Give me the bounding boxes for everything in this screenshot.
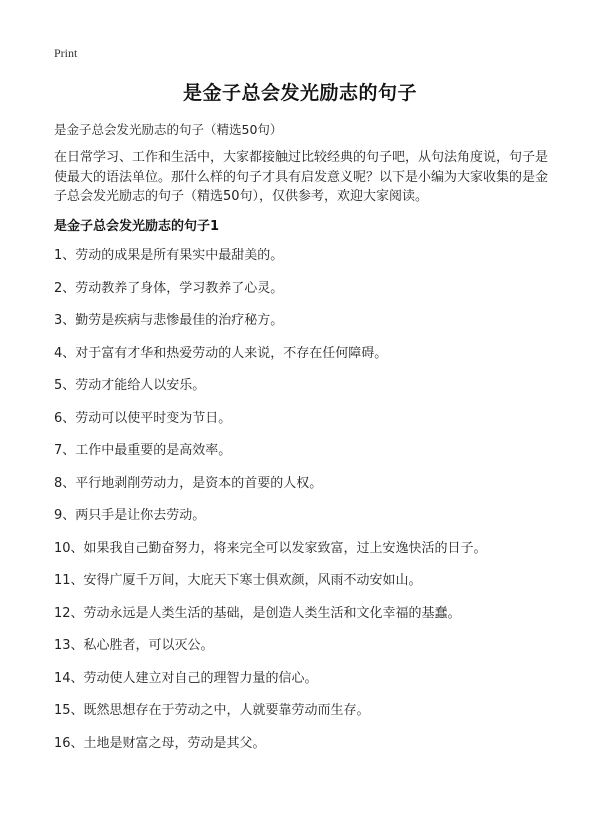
- list-item: 15、既然思想存在于劳动之中，人就要靠劳动而生存。: [54, 703, 370, 718]
- intro-paragraph: 在日常学习、工作和生活中，大家都接触过比较经典的句子吧，从句法角度说，句子是使最大的语法单位。那什么样的句子才具有启发意义呢？以下是小编为大家收集的是金子总会发光励志的句子（精选50句），仅供参考，欢迎大家阅读。: [54, 150, 549, 204]
- list-item: 7、工作中最重要的是高效率。: [54, 443, 232, 458]
- list-item: 3、勤劳是疾病与悲惨最佳的治疗秘方。: [54, 313, 284, 328]
- list-item: 14、劳动使人建立对自己的理智力量的信心。: [54, 670, 318, 686]
- list-item: 11、安得广厦千万间，大庇天下寒士俱欢颜，风雨不动安如山。: [54, 573, 422, 588]
- list-item: 2、劳动教养了身体，学习教养了心灵。: [54, 280, 284, 296]
- list-item: 10、如果我自己勤奋努力，将来完全可以发家致富，过上安逸快活的日子。: [54, 540, 487, 556]
- section-heading: 是金子总会发光励志的句子1: [54, 219, 220, 234]
- sentence-list: [54, 248, 554, 768]
- print-link[interactable]: Print: [54, 46, 78, 60]
- list-item: 4、对于富有才华和热爱劳动的人来说，不存在任何障碍。: [54, 345, 388, 361]
- list-item: 9、两只手是让你去劳动。: [54, 508, 206, 523]
- page-title: 是金子总会发光励志的句子: [182, 82, 417, 104]
- list-item: 8、平行地剥削劳动力，是资本的首要的人权。: [54, 475, 323, 491]
- list-item: 16、土地是财富之母，劳动是其父。: [54, 735, 266, 751]
- list-item: 5、劳动才能给人以安乐。: [54, 378, 206, 393]
- document-subtitle: 是金子总会发光励志的句子（精选50句）: [54, 122, 283, 137]
- list-item: 6、劳动可以使平时变为节日。: [54, 410, 232, 426]
- list-item: 13、私心胜者，可以灭公。: [54, 638, 214, 653]
- list-item: 12、劳动永远是人类生活的基础，是创造人类生活和文化幸福的基蠢。: [54, 605, 461, 621]
- list-item: 1、劳动的成果是所有果实中最甜美的。: [54, 248, 284, 263]
